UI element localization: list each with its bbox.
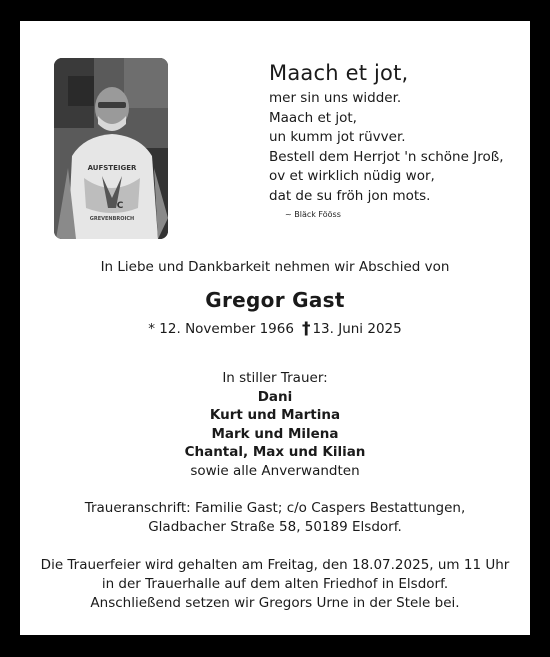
poem-line: Maach et jot, xyxy=(269,109,357,126)
deceased-name: Gregor Gast xyxy=(205,288,345,312)
shirt-print-bottom: GREVENBROICH xyxy=(89,216,135,222)
obituary-card xyxy=(20,21,530,635)
poem-line: dat de su fröh jon mots. xyxy=(269,187,431,204)
mourning-address xyxy=(20,499,530,537)
mourner-name: Chantal, Max und Kilian xyxy=(184,444,366,461)
mourners-label: In stiller Trauer: xyxy=(222,370,328,386)
ceremony-info xyxy=(20,556,530,613)
poem-line: un kumm jot rüvver. xyxy=(269,129,406,146)
address-line: Gladbacher Straße 58, 50189 Elsdorf. xyxy=(148,519,402,535)
intro-text: In Liebe und Dankbarkeit nehmen wir Abschied von xyxy=(100,259,450,275)
poem-line: mer sin uns widder. xyxy=(269,90,402,106)
mourner-name: Kurt und Martina xyxy=(209,407,341,424)
ceremony-line: in der Trauerhalle auf dem alten Friedhof in Elsdorf. xyxy=(101,576,449,592)
poem xyxy=(269,59,519,221)
life-dates xyxy=(20,318,530,338)
shirt-print-top: AUFSTEIGER xyxy=(87,164,137,172)
ceremony-line: Anschließend setzen wir Gregors Urne in der Stele bei. xyxy=(90,595,460,611)
poem-credit: ~ Bläck Fööss xyxy=(285,209,341,219)
mourner-name: Dani xyxy=(257,388,293,405)
poem-line: ov et wirklich nüdig wor, xyxy=(269,168,435,185)
poem-headline: Maach et jot, xyxy=(269,61,409,85)
mourner-name: Mark und Milena xyxy=(211,425,339,442)
poem-line: Bestell dem Herrjot 'n schöne Jroß, xyxy=(269,148,504,165)
cross-icon: † xyxy=(301,319,311,339)
shirt-print-mid: C xyxy=(116,201,124,211)
death-date: 13. Juni 2025 xyxy=(312,321,402,337)
mourners-others: sowie alle Anverwandten xyxy=(190,462,360,479)
portrait-photo xyxy=(54,58,168,239)
birth-date: * 12. November 1966 xyxy=(148,321,294,337)
address-line: Traueranschrift: Familie Gast; c/o Caspers Bestattungen, xyxy=(84,500,466,516)
ceremony-line: Die Trauerfeier wird gehalten am Freitag, den 18.07.2025, um 11 Uhr xyxy=(40,557,510,573)
mourners-block xyxy=(20,369,530,481)
